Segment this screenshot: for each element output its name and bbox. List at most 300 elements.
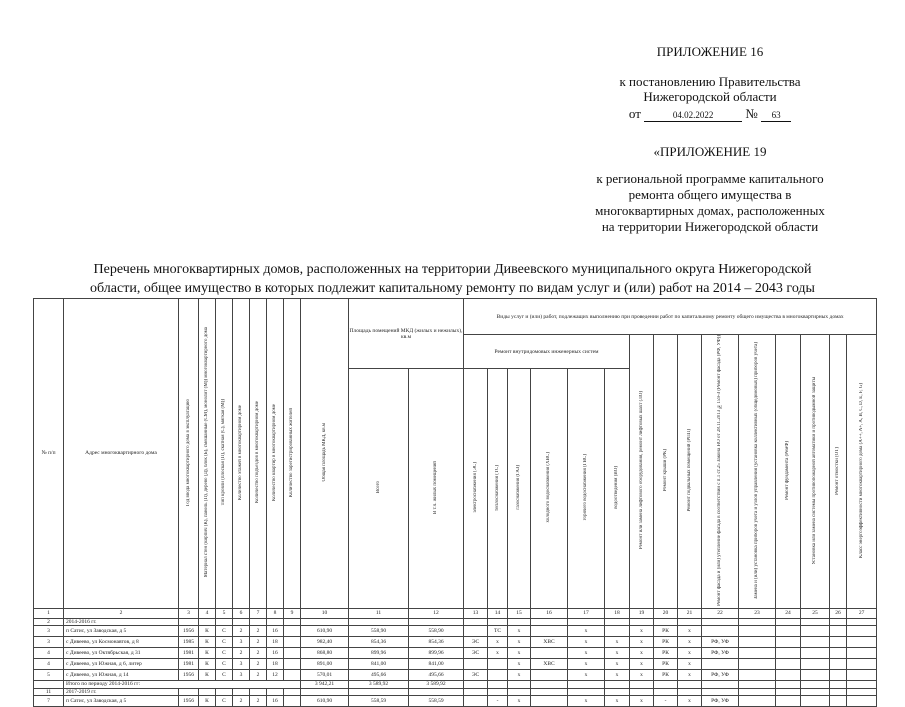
- col-26-header: Ремонт отмостки (ОТ): [835, 446, 841, 495]
- table-cell: [739, 647, 776, 658]
- col-total-area-header: Общая площадь МКД, кв.м: [321, 423, 327, 482]
- column-number: 5: [216, 608, 233, 618]
- table-cell: 610,90: [301, 695, 349, 706]
- table-cell: [801, 618, 830, 625]
- table-cell: [830, 647, 847, 658]
- table-cell: х: [488, 647, 508, 658]
- table-cell: [488, 680, 508, 688]
- column-number: 19: [630, 608, 654, 618]
- table-cell: 16: [267, 625, 284, 636]
- col-20-header: Ремонт крыши (РК): [662, 449, 668, 492]
- table-cell: [605, 618, 630, 625]
- table-cell: х: [605, 636, 630, 647]
- section-row: [34, 688, 877, 695]
- table-cell: 841,00: [409, 658, 464, 669]
- table-cell: 3: [233, 669, 250, 680]
- table-cell: [678, 688, 702, 695]
- table-cell: 18: [267, 636, 284, 647]
- table-cell: [216, 688, 233, 695]
- table-cell: К: [199, 658, 216, 669]
- table-cell: [349, 618, 409, 625]
- table-cell: К: [199, 669, 216, 680]
- col-residents-header: Количество зарегистрированных жителей: [289, 407, 294, 498]
- appendix-label: ПРИЛОЖЕНИЕ 16: [656, 44, 764, 59]
- table-cell: 558,90: [349, 625, 409, 636]
- table-cell: 982,40: [301, 636, 349, 647]
- table-cell: 558,90: [409, 625, 464, 636]
- col-13-header: электроснабжения (ЭС): [472, 462, 478, 513]
- column-number: 24: [776, 608, 801, 618]
- table-cell: 495,66: [349, 669, 409, 680]
- table-cell: [830, 680, 847, 688]
- column-number: 17: [568, 608, 605, 618]
- table-cell: [830, 636, 847, 647]
- table-cell: 2: [233, 647, 250, 658]
- table-cell: К: [199, 625, 216, 636]
- col-flats-header: Количество квартир в многоквартирном доме: [272, 403, 277, 501]
- table-cell: [531, 669, 568, 680]
- table-cell: х: [605, 647, 630, 658]
- table-cell: [654, 688, 678, 695]
- table-cell: х: [678, 669, 702, 680]
- table-cell: [776, 636, 801, 647]
- table-cell: х: [508, 669, 531, 680]
- column-number: 7: [250, 608, 267, 618]
- table-cell: х: [488, 636, 508, 647]
- resolution-line-2: Нижегородской области: [643, 89, 777, 104]
- table-cell: [847, 636, 877, 647]
- table-cell: [847, 669, 877, 680]
- table-cell: 2: [250, 647, 267, 658]
- table-cell: [847, 688, 877, 695]
- table-cell: 899,96: [409, 647, 464, 658]
- table-cell: [464, 625, 488, 636]
- table-cell: х: [678, 625, 702, 636]
- table-row: [34, 647, 877, 658]
- table-cell: 16: [267, 695, 284, 706]
- table-cell: [508, 680, 531, 688]
- resolution-date-line: [560, 106, 860, 122]
- column-number: 15: [508, 608, 531, 618]
- table-cell: [488, 658, 508, 669]
- table-cell: х: [630, 636, 654, 647]
- table-cell: 868,80: [301, 647, 349, 658]
- table-cell: С: [216, 669, 233, 680]
- table-cell: х: [630, 647, 654, 658]
- column-number: 3: [179, 608, 199, 618]
- table-cell: 1985: [179, 636, 199, 647]
- table-cell: [464, 618, 488, 625]
- document-title: [40, 260, 865, 298]
- table-cell: [739, 680, 776, 688]
- table-cell: С: [216, 625, 233, 636]
- table-cell: [409, 688, 464, 695]
- table-row: [34, 669, 877, 680]
- table-cell: х: [568, 625, 605, 636]
- table-cell: [776, 658, 801, 669]
- col-23-header: Замена и (или) установка приборов учета и узлов управления (установка коллективных (общедомовых) приборов учета): [754, 341, 760, 600]
- table-cell: [508, 618, 531, 625]
- column-number: 1: [34, 608, 64, 618]
- table-cell: 1981: [179, 647, 199, 658]
- col-18-header: водоотведения (ВО): [614, 466, 620, 509]
- title-line-1: Перечень многоквартирных домов, расположенных на территории Дивеевского муниципального округа Нижегородской: [93, 262, 812, 277]
- table-cell: с Дивеево, ул Южная, д 6, литер: [64, 658, 179, 669]
- table-cell: [531, 695, 568, 706]
- table-cell: [531, 680, 568, 688]
- table-cell: 3: [34, 625, 64, 636]
- table-cell: [464, 695, 488, 706]
- table-cell: [233, 618, 250, 625]
- table-cell: [568, 680, 605, 688]
- table-cell: 610,90: [301, 625, 349, 636]
- table-cell: 841,00: [349, 658, 409, 669]
- table-cell: х: [678, 636, 702, 647]
- table-row: [34, 625, 877, 636]
- table-cell: [776, 680, 801, 688]
- table-cell: [801, 647, 830, 658]
- table-cell: ЭС: [464, 669, 488, 680]
- col-material-header: Материал стен (кирпич (К), панель (П), дерево (Д), блок (Б), смешанные (СМ), монолит (М)) многоквартирного дома: [204, 327, 209, 578]
- table-cell: [702, 688, 739, 695]
- table-cell: [630, 688, 654, 695]
- table-cell: К: [199, 636, 216, 647]
- table-cell: [801, 688, 830, 695]
- program-line-3: многоквартирных домах, расположенных: [595, 203, 825, 218]
- table-cell: -: [488, 695, 508, 706]
- table-cell: [568, 618, 605, 625]
- table-cell: 1956: [179, 625, 199, 636]
- table-cell: [179, 618, 199, 625]
- table-cell: С: [216, 658, 233, 669]
- table-cell: 3 589,92: [349, 680, 409, 688]
- table-cell: [605, 688, 630, 695]
- table-cell: [216, 618, 233, 625]
- table-cell: п Сатис, ул Заводская, д 5: [64, 695, 179, 706]
- table-cell: [531, 618, 568, 625]
- column-number: 23: [739, 608, 776, 618]
- table-cell: [847, 658, 877, 669]
- table-cell: [531, 647, 568, 658]
- table-cell: [739, 636, 776, 647]
- table-cell: -: [654, 695, 678, 706]
- table-cell: 2: [34, 618, 64, 625]
- table-cell: 11: [34, 688, 64, 695]
- table-cell: [464, 688, 488, 695]
- table-cell: 2: [250, 658, 267, 669]
- column-numbers-row: [34, 608, 877, 618]
- table-cell: [830, 688, 847, 695]
- col-year-header: Год ввода многоквартирного дома в эксплуатацию: [185, 398, 191, 506]
- table-cell: [702, 680, 739, 688]
- col-22-header: Ремонт фасада и (или) утепление фасада в соответствии с п.1 ст.25 Закона НО от 28.11.2013 №159-З (Ремонт фасада (РФ, УФ)): [717, 335, 723, 606]
- table-cell: [488, 618, 508, 625]
- total-row: [34, 680, 877, 688]
- col-25-header: Установка или замена системы противопожарной автоматики и противодымной защиты: [812, 376, 818, 565]
- table-cell: [739, 658, 776, 669]
- table-cell: х: [568, 695, 605, 706]
- col-premises-header: Площадь помещений МКД (жилых и нежилых), кв.м: [349, 299, 464, 369]
- section-row: [34, 618, 877, 625]
- table-cell: [739, 695, 776, 706]
- table-cell: [801, 680, 830, 688]
- table-cell: [847, 680, 877, 688]
- table-cell: х: [630, 695, 654, 706]
- table-cell: 16: [267, 647, 284, 658]
- number-label: №: [745, 106, 758, 121]
- table-cell: [739, 669, 776, 680]
- table-cell: [702, 658, 739, 669]
- table-cell: [301, 688, 349, 695]
- column-number: 16: [531, 608, 568, 618]
- resolution-date: 04.02.2022: [644, 110, 742, 122]
- column-number: 9: [284, 608, 301, 618]
- table-cell: [830, 618, 847, 625]
- col-19-header: Ремонт или замена лифтового оборудования, ремонт лифтовых шахт (ЛО): [638, 391, 644, 550]
- table-cell: ХВС: [531, 658, 568, 669]
- table-cell: х: [630, 658, 654, 669]
- table-cell: х: [508, 647, 531, 658]
- table-cell: [630, 680, 654, 688]
- table-cell: РК: [654, 636, 678, 647]
- table-cell: РК: [654, 658, 678, 669]
- table-cell: [605, 625, 630, 636]
- col-27-header: Класс энергоэффективности многоквартирного дома (A++, A+, A, B, C, D, E, F, G): [858, 382, 864, 558]
- table-cell: [284, 669, 301, 680]
- table-cell: ХВС: [531, 636, 568, 647]
- table-cell: [776, 647, 801, 658]
- table-cell: [284, 625, 301, 636]
- table-cell: х: [630, 669, 654, 680]
- table-cell: 5: [34, 669, 64, 680]
- table-cell: [233, 688, 250, 695]
- table-cell: [801, 636, 830, 647]
- table-cell: [267, 688, 284, 695]
- table-cell: 7: [34, 695, 64, 706]
- col-roof-header: Тип кровли (плоская (П), скатная (С), мягкая (М)): [221, 399, 226, 506]
- table-cell: К: [199, 695, 216, 706]
- table-cell: х: [508, 636, 531, 647]
- column-number: 13: [464, 608, 488, 618]
- table-cell: 2: [250, 636, 267, 647]
- column-number: 21: [678, 608, 702, 618]
- table-cell: [488, 688, 508, 695]
- table-cell: 2: [233, 625, 250, 636]
- table-cell: [284, 695, 301, 706]
- table-cell: [702, 618, 739, 625]
- table-cell: [847, 695, 877, 706]
- table-cell: 2: [250, 625, 267, 636]
- table-cell: 12: [267, 669, 284, 680]
- col-15-header: газоснабжения (ГАЗ): [516, 465, 522, 510]
- column-number: 25: [801, 608, 830, 618]
- table-cell: 891,00: [301, 658, 349, 669]
- table-cell: [776, 669, 801, 680]
- table-cell: 2014-2016 гг.: [64, 618, 179, 625]
- table-cell: п Сатис, ул Заводская, д 5: [64, 625, 179, 636]
- table-cell: х: [678, 695, 702, 706]
- table-cell: 2: [250, 669, 267, 680]
- table-cell: [179, 688, 199, 695]
- table-cell: [830, 669, 847, 680]
- table-cell: С: [216, 636, 233, 647]
- table-row: [34, 658, 877, 669]
- table-cell: [739, 688, 776, 695]
- column-number: 20: [654, 608, 678, 618]
- table-cell: ТС: [488, 625, 508, 636]
- table-row: [34, 695, 877, 706]
- title-line-2: области, общее имущество в которых подлежит капитальному ремонту по видам услуг и (или) работ на 2014 – 2043 годы: [90, 281, 815, 296]
- table-cell: [199, 618, 216, 625]
- table-cell: [250, 688, 267, 695]
- table-cell: [801, 669, 830, 680]
- col-16-header: холодного водоснабжения (ХВС): [546, 452, 552, 523]
- table-cell: [349, 688, 409, 695]
- table-cell: [630, 618, 654, 625]
- table-cell: РФ, УФ: [702, 695, 739, 706]
- table-cell: х: [605, 658, 630, 669]
- table-cell: [267, 618, 284, 625]
- table-cell: [284, 647, 301, 658]
- table-cell: [284, 618, 301, 625]
- table-cell: [301, 618, 349, 625]
- table-cell: х: [605, 695, 630, 706]
- table-cell: [678, 618, 702, 625]
- table-cell: 558,59: [409, 695, 464, 706]
- table-cell: [654, 618, 678, 625]
- column-number: 2: [64, 608, 179, 618]
- table-cell: 2017-2019 гг.: [64, 688, 179, 695]
- table-cell: [702, 625, 739, 636]
- table-cell: [531, 625, 568, 636]
- table-cell: [776, 695, 801, 706]
- table-cell: [654, 680, 678, 688]
- table-cell: [801, 695, 830, 706]
- table-cell: [847, 625, 877, 636]
- column-number: 11: [349, 608, 409, 618]
- table-cell: [801, 658, 830, 669]
- houses-table: [33, 298, 877, 707]
- table-cell: Итого по периоду 2014-2016 гг:: [64, 680, 301, 688]
- table-cell: [34, 680, 64, 688]
- table-cell: [776, 625, 801, 636]
- table-cell: [678, 680, 702, 688]
- table-cell: 570,01: [301, 669, 349, 680]
- table-cell: 1981: [179, 658, 199, 669]
- table-cell: 2: [250, 695, 267, 706]
- table-cell: ЭС: [464, 647, 488, 658]
- table-cell: [284, 636, 301, 647]
- table-cell: 854,36: [349, 636, 409, 647]
- col-residential-header: В т.ч. жилых помещений: [433, 461, 438, 515]
- col-floors-header: Количество этажей в многоквартирном доме: [238, 404, 243, 500]
- table-cell: [409, 618, 464, 625]
- table-cell: [776, 618, 801, 625]
- table-cell: х: [568, 658, 605, 669]
- table-cell: 2: [233, 695, 250, 706]
- table-cell: 3: [233, 658, 250, 669]
- program-line-2: ремонта общего имущества в: [628, 187, 792, 202]
- table-cell: [508, 688, 531, 695]
- table-cell: [739, 618, 776, 625]
- column-number: 27: [847, 608, 877, 618]
- table-cell: с Дивеево, ул Октябрьская, д 31: [64, 647, 179, 658]
- table-cell: х: [508, 658, 531, 669]
- col-engineering-header: Ремонт внутридомовых инженерных систем: [464, 335, 630, 369]
- table-cell: [830, 695, 847, 706]
- table-cell: х: [508, 695, 531, 706]
- table-cell: [605, 680, 630, 688]
- table-cell: 18: [267, 658, 284, 669]
- col-works-header: Виды услуг и (или) работ, подлежащих выполнению при проведении работ по капитальному ремонту общего имущества в многоквартирных домах: [464, 299, 877, 335]
- col-24-header: Ремонт фундамента (РемФ): [785, 440, 791, 500]
- table-cell: 495,66: [409, 669, 464, 680]
- col-all-header: Всего: [375, 481, 381, 494]
- column-number: 10: [301, 608, 349, 618]
- table-cell: 1956: [179, 695, 199, 706]
- table-cell: РФ, УФ: [702, 669, 739, 680]
- col-21-header: Ремонт подвальных помещений (РПП): [686, 429, 692, 512]
- table-cell: РК: [654, 669, 678, 680]
- table-cell: [464, 658, 488, 669]
- table-cell: [199, 688, 216, 695]
- column-number: 8: [267, 608, 284, 618]
- table-cell: К: [199, 647, 216, 658]
- table-cell: 3: [34, 636, 64, 647]
- table-cell: х: [508, 625, 531, 636]
- table-cell: [830, 625, 847, 636]
- column-number: 26: [830, 608, 847, 618]
- table-cell: [801, 625, 830, 636]
- table-cell: [568, 688, 605, 695]
- table-cell: х: [678, 647, 702, 658]
- table-cell: 4: [34, 647, 64, 658]
- column-number: 12: [409, 608, 464, 618]
- column-number: 18: [605, 608, 630, 618]
- table-cell: [847, 647, 877, 658]
- table-cell: [531, 688, 568, 695]
- table-cell: РК: [654, 647, 678, 658]
- col-entrances-header: Количество подъездов в многоквартирном доме: [255, 401, 260, 504]
- table-cell: х: [568, 669, 605, 680]
- table-cell: х: [568, 636, 605, 647]
- table-cell: 854,36: [409, 636, 464, 647]
- table-cell: [847, 618, 877, 625]
- table-cell: ЭС: [464, 636, 488, 647]
- table-cell: С: [216, 647, 233, 658]
- program-line-4: на территории Нижегородской области: [601, 219, 819, 234]
- table-cell: С: [216, 695, 233, 706]
- table-cell: РК: [654, 625, 678, 636]
- table-cell: [250, 618, 267, 625]
- table-cell: х: [630, 625, 654, 636]
- table-cell: РФ, УФ: [702, 647, 739, 658]
- table-cell: [830, 658, 847, 669]
- table-cell: с Дивеево, ул Южная, д 14: [64, 669, 179, 680]
- resolution-number: 63: [761, 110, 791, 122]
- table-cell: х: [568, 647, 605, 658]
- table-cell: х: [678, 658, 702, 669]
- col-address-header: Адрес многоквартирного дома: [64, 299, 179, 609]
- column-number: 14: [488, 608, 508, 618]
- column-number: 4: [199, 608, 216, 618]
- from-label: от: [628, 106, 641, 121]
- table-cell: [739, 625, 776, 636]
- table-cell: 3 942,21: [301, 680, 349, 688]
- table-cell: 3: [233, 636, 250, 647]
- appendix19-label: «ПРИЛОЖЕНИЕ 19: [653, 144, 767, 159]
- table-cell: 558,59: [349, 695, 409, 706]
